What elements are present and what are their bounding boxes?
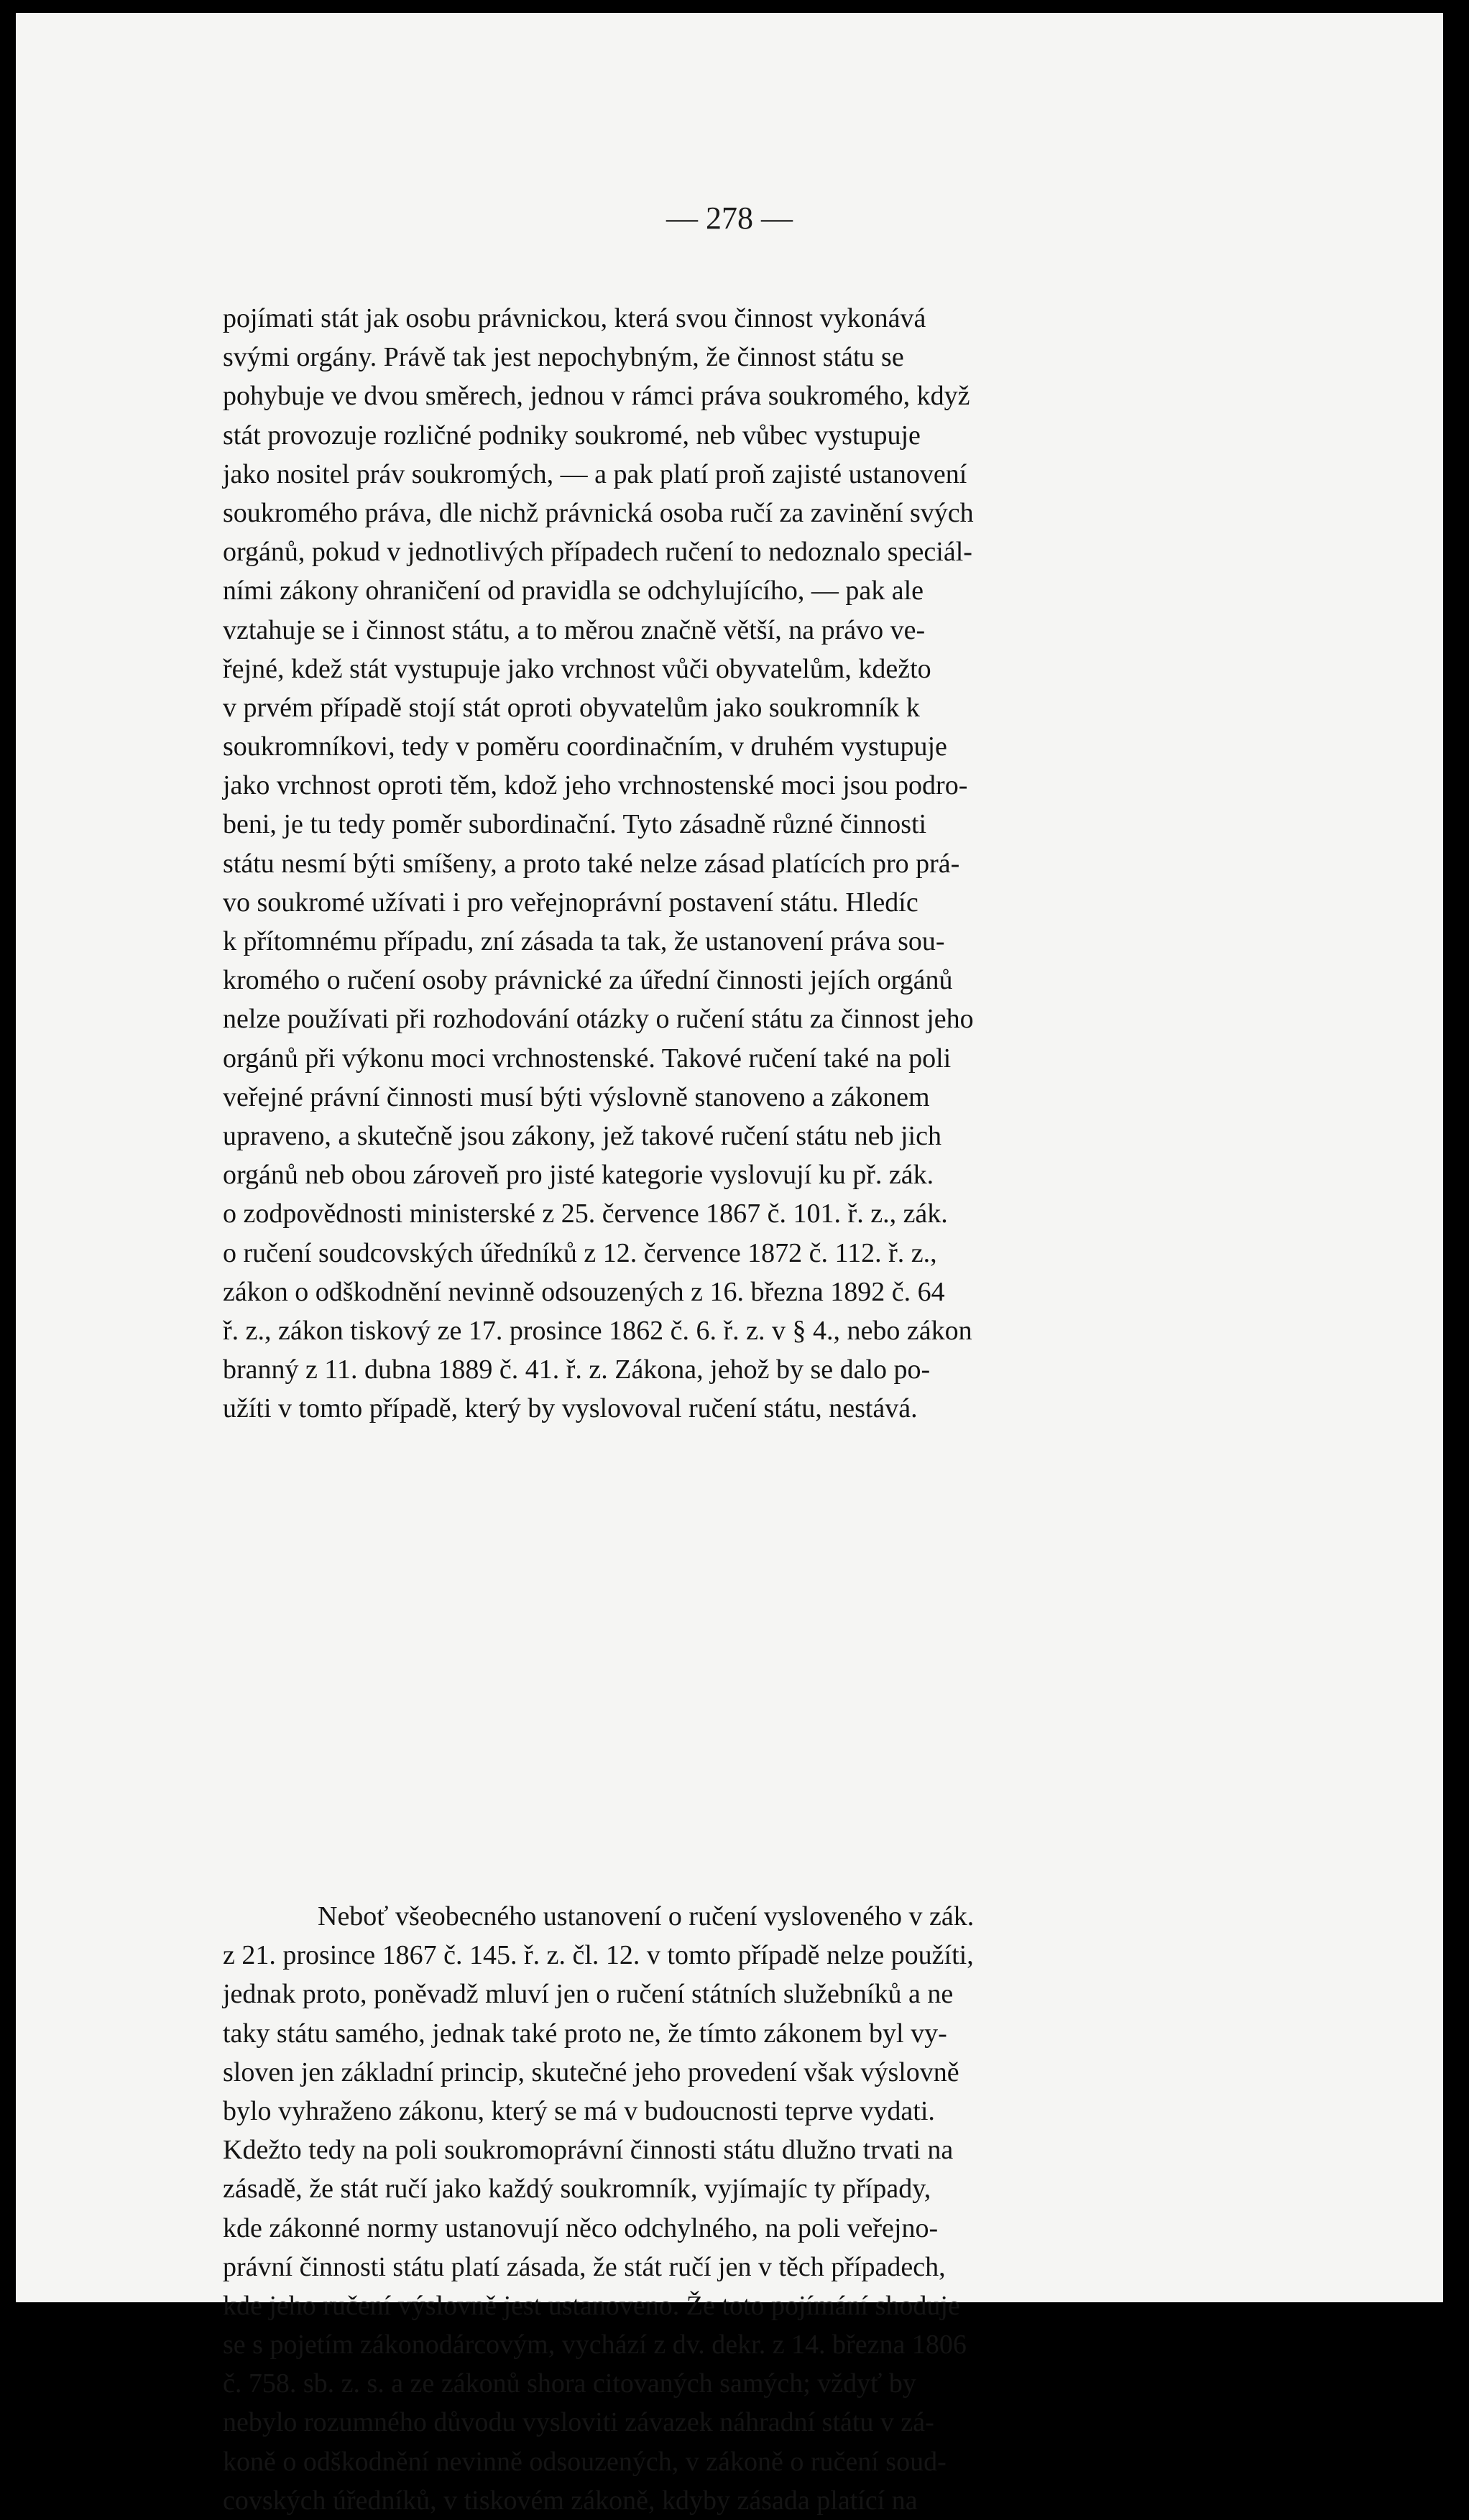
text-line: upraveno, a skutečně jsou zákony, jež takové ručení státu neb jich: [223, 1120, 941, 1151]
text-line: ními zákony ohraničení od pravidla se odchylujícího, — pak ale: [223, 576, 924, 606]
text-line: ř. z., zákon tiskový ze 17. prosince 1862 č. 6. ř. z. v § 4., nebo zákon: [223, 1315, 972, 1346]
text-line: nebylo rozumného důvodu vysloviti závazek náhradní státu v zá-: [223, 2407, 934, 2438]
text-line: kde jeho ručení výslovně jest ustanoveno. Že toto pojímání shoduje: [223, 2290, 960, 2321]
text-line: pojímati stát jak osobu právnickou, která svou činnost vykonává: [223, 303, 926, 333]
text-line: sloven jen základní princip, skutečné jeho provedení však výslovně: [223, 2057, 959, 2087]
text-line: jako nositel práv soukromých, — a pak platí proň zajisté ustanovení: [223, 458, 967, 489]
text-line: koně o odškodnění nevinně odsouzených, v zákoně o ručení soud-: [223, 2446, 947, 2477]
text-line: orgánů, pokud v jednotlivých případech ručení to nedoznalo speciál-: [223, 537, 972, 568]
text-line: bylo vyhraženo zákonu, který se má v budoucnosti teprve vydati.: [223, 2095, 935, 2126]
text-line: orgánů neb obou zároveň pro jisté kategorie vyslovují ku př. zák.: [223, 1160, 934, 1191]
text-line: č. 758. sb. z. s. a ze zákonů shora citovaných samých; vždyť by: [223, 2368, 916, 2399]
text-line: vo soukromé užívati i pro veřejnoprávní postavení státu. Hledíc: [223, 887, 918, 918]
text-line: řejné, kdež stát vystupuje jako vrchnost vůči obyvatelům, kdežto: [223, 653, 931, 684]
text-line: stát provozuje rozličné podniky soukromé, neb vůbec vystupuje: [223, 420, 921, 451]
text-line: pohybuje ve dvou směrech, jednou v rámci práva soukromého, když: [223, 381, 970, 412]
text-line: vztahuje se i činnost státu, a to měrou značně větší, na právo ve-: [223, 614, 926, 645]
text-line: o ručení soudcovských úředníků z 12. července 1872 č. 112. ř. z.,: [223, 1237, 937, 1268]
text-line: taky státu samého, jednak také proto ne, že tímto zákonem byl vy-: [223, 2018, 947, 2049]
paragraph-1: [223, 299, 1337, 1428]
book-page: [16, 13, 1443, 2516]
paragraph-2: [223, 1897, 1337, 2520]
text-line: beni, je tu tedy poměr subordinační. Tyto zásadně různé činnosti: [223, 809, 927, 840]
text-line: státu nesmí býti smíšeny, a proto také nelze zásad platících pro prá-: [223, 848, 960, 879]
text-line: jednak proto, poněvadž mluví jen o ručení státních služebníků a ne: [223, 1979, 954, 2010]
text-line: v prvém případě stojí stát oproti obyvatelům jako soukromník k: [223, 692, 920, 723]
page-number: — 278 —: [666, 200, 793, 236]
text-line: svými orgány. Právě tak jest nepochybným, že činnost státu se: [223, 342, 904, 373]
text-line: zásadě, že stát ručí jako každý soukromník, vyjímajíc ty případy,: [223, 2174, 931, 2205]
text-line: právní činnosti státu platí zásada, že stát ručí jen v těch případech,: [223, 2251, 946, 2282]
text-line: kde zákonné normy ustanovují něco odchylného, na poli veřejno-: [223, 2212, 939, 2243]
text-line: Neboť všeobecného ustanovení o ručení vysloveného v zák.: [318, 1901, 975, 1931]
text-line: covských úředníků, v tiskovém zákoně, kdyby zásada platící na: [223, 2485, 918, 2516]
text-line: Kdežto tedy na poli soukromoprávní činnosti státu dlužno trvati na: [223, 2135, 954, 2166]
text-line: orgánů při výkonu moci vrchnostenské. Takové ručení také na poli: [223, 1043, 952, 1074]
text-line: kromého o ručení osoby právnické za úřední činnosti jejích orgánů: [223, 965, 953, 996]
text-line: se s pojetím zákonodárcovým, vychází z dv. dekr. z 14. března 1806: [223, 2330, 967, 2360]
text-line: jako vrchnost oproti těm, kdož jeho vrchnostenské moci jsou podro-: [223, 770, 968, 801]
text-line: veřejné právní činnosti musí býti výslovně stanoveno a zákonem: [223, 1081, 930, 1112]
text-line: soukromého práva, dle nichž právnická osoba ručí za zavinění svých: [223, 497, 974, 528]
text-line: nelze používati při rozhodování otázky o ručení státu za činnost jeho: [223, 1004, 974, 1035]
text-line: branný z 11. dubna 1889 č. 41. ř. z. Zákona, jehož by se dalo po-: [223, 1354, 931, 1385]
text-line: soukromníkovi, tedy v poměru coordinačním, v druhém vystupuje: [223, 731, 947, 762]
text-line: k přítomnému případu, zní zásada ta tak, že ustanovení práva sou-: [223, 926, 945, 956]
text-line: o zodpovědnosti ministerské z 25. července 1867 č. 101. ř. z., zák.: [223, 1199, 948, 1229]
text-line: z 21. prosince 1867 č. 145. ř. z. čl. 12. v tomto případě nelze použíti,: [223, 1940, 974, 1971]
text-line: zákon o odškodnění nevinně odsouzených z 16. března 1892 č. 64: [223, 1276, 945, 1307]
text-line: užíti v tomto případě, který by vyslovoval ručení státu, nestává.: [223, 1393, 918, 1424]
